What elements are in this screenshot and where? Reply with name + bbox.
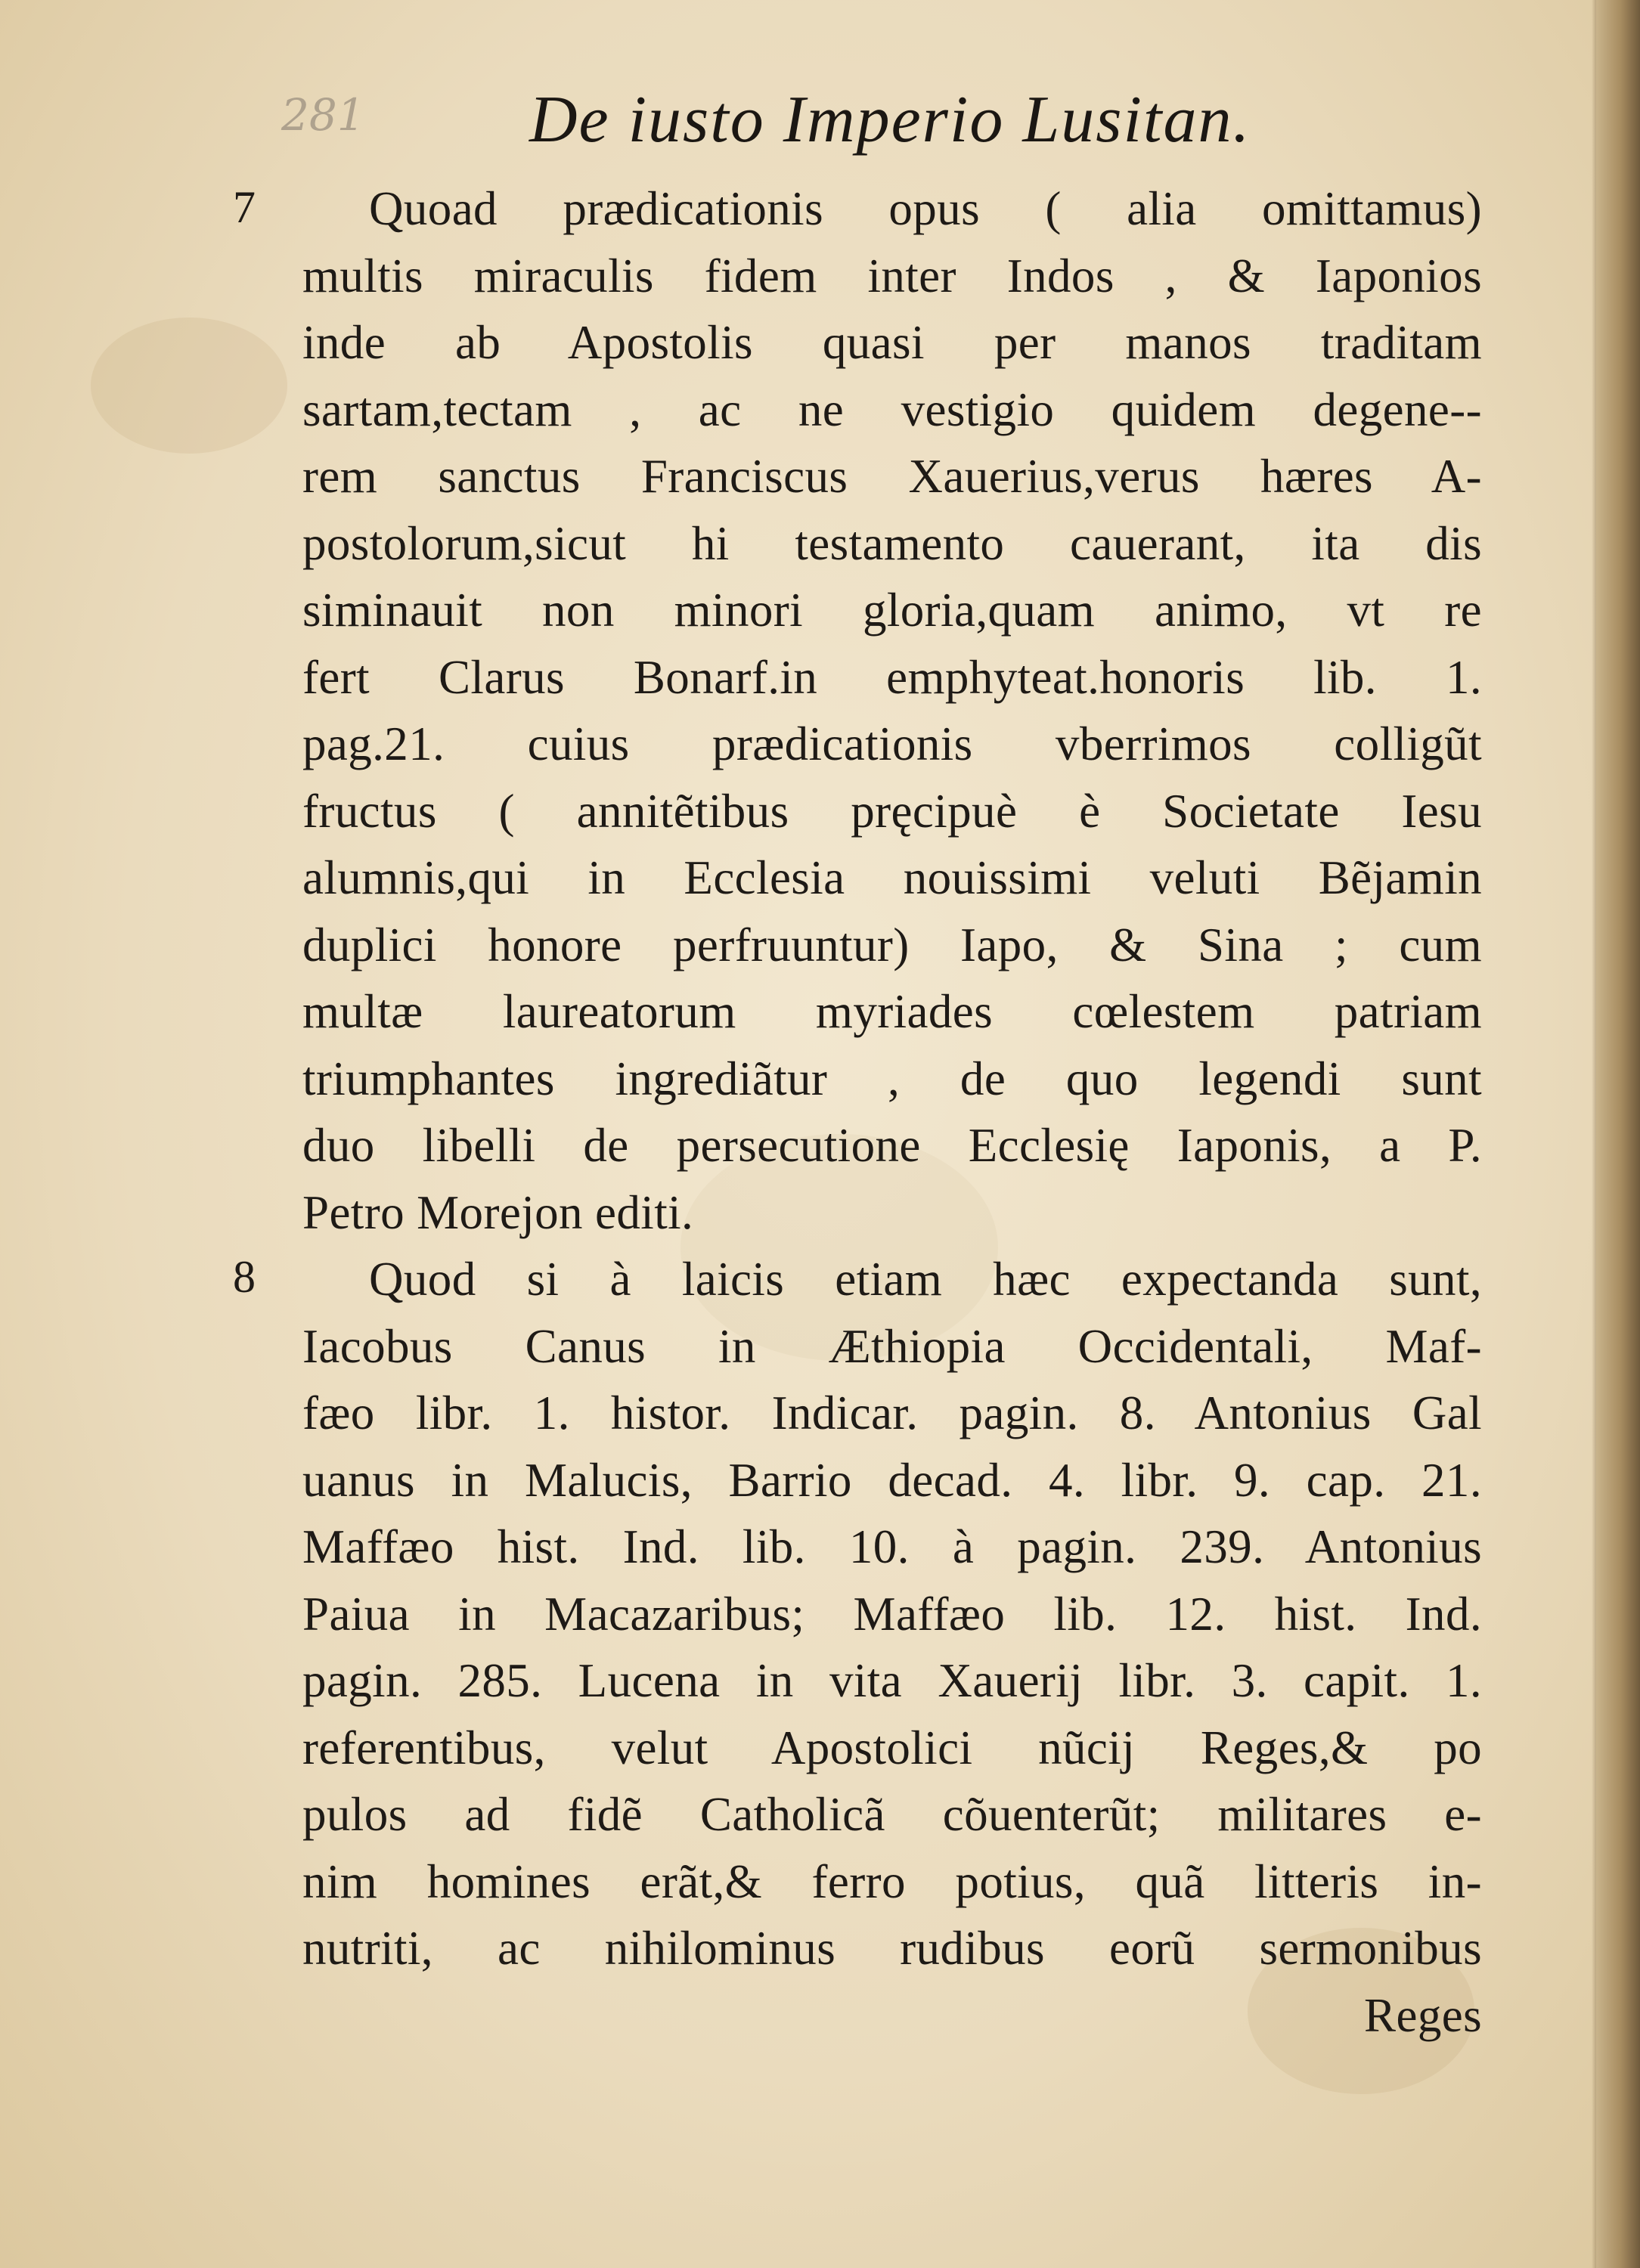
text-line: pulos ad fidẽ Catholicã cõuenterũt; militares e- [302,1788,1482,1841]
text-line: siminauit non minori gloria,quam animo, vt re [302,584,1482,637]
margin-note-number: 8 [233,1252,256,1302]
page-spine-edge [1596,0,1640,2268]
paper-stain [91,318,287,454]
text-line: Quoad prædicationis opus ( alia omittamus) [369,182,1482,235]
text-line: rem sanctus Franciscus Xauerius,verus hæres A- [302,450,1482,503]
text-line: sartam,tectam , ac ne vestigio quidem degene-- [302,383,1482,436]
text-line: alumnis,qui in Ecclesia nouissimi veluti Bẽjamin [302,851,1482,904]
text-line: fæo libr. 1. histor. Indicar. pagin. 8. Antonius Gal [302,1387,1482,1439]
margin-note-number: 7 [233,182,256,232]
text-line: duplici honore perfruuntur) Iapo, & Sina ; cum [302,918,1482,971]
text-line: nutriti, ac nihilominus rudibus eorũ sermonibus [302,1922,1482,1975]
text-line: pagin. 285. Lucena in vita Xauerij libr. 3. capit. 1. [302,1654,1482,1707]
text-line: duo libelli de persecutione Ecclesię Iaponis, a P. [302,1119,1482,1172]
text-line: pag.21. cuius prædicationis vberrimos colligũt [302,717,1482,770]
text-line: triumphantes ingrediãtur , de quo legendi sunt [302,1052,1482,1105]
text-line: referentibus, velut Apostolici nũcij Reges,& po [302,1721,1482,1774]
text-line: fert Clarus Bonarf.in emphyteat.honoris lib. 1. [302,650,1482,704]
running-title: De iusto Imperio Lusitan. [529,83,1251,156]
text-line: Maffæo hist. Ind. lib. 10. à pagin. 239. Antonius [302,1520,1482,1573]
text-line: Petro Morejon editi. [302,1185,694,1239]
text-line: postolorum,sicut hi testamento cauerant, ita dis [302,516,1482,570]
text-line: multæ laureatorum myriades cœlestem patriam [302,985,1482,1038]
page-number: 281 [281,89,365,141]
text-line: Iacobus Canus in Æthiopia Occidentali, Maf- [302,1319,1482,1373]
text-line: inde ab Apostolis quasi per manos traditam [302,316,1482,369]
text-line: Quod si à laicis etiam hæc expectanda sunt, [369,1253,1482,1306]
text-line: fructus ( annitẽtibus pręcipuè è Societate Iesu [302,784,1482,838]
catchword: Reges [1364,1988,1482,2042]
text-line: uanus in Malucis, Barrio decad. 4. libr. 9. cap. 21. [302,1453,1482,1507]
text-line: multis miraculis fidem inter Indos , & Iaponios [302,249,1482,302]
body-text [302,175,1482,2049]
page-header [0,82,1640,165]
text-line: Paiua in Macazaribus; Maffæo lib. 12. hist. Ind. [302,1587,1482,1641]
text-line: nim homines erãt,& ferro potius, quã litteris in- [302,1854,1482,1908]
